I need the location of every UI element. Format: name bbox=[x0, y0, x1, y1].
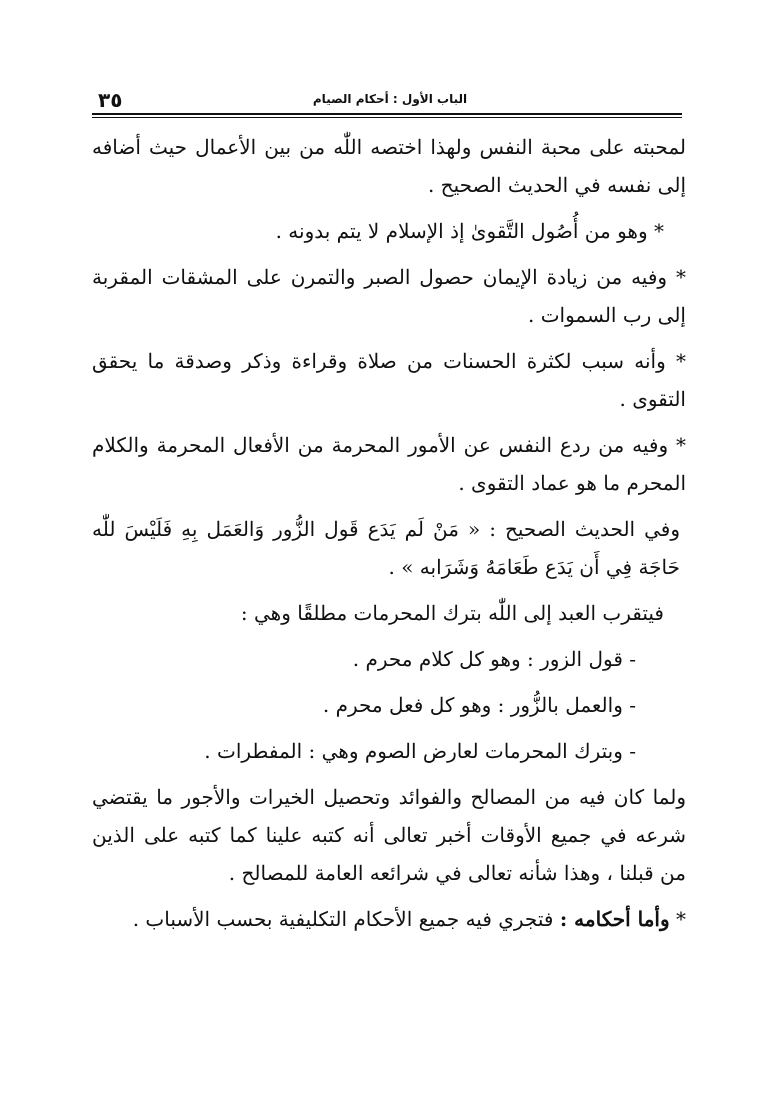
bullet-paragraph bbox=[92, 900, 686, 938]
paragraph: ولما كان فيه من المصالح والفوائد وتحصيل الخيرات والأجور ما يقتضي شرعه في جميع الأوقات أخبر تعالى أنه كتبه علينا كما كتبه على الذين من قبلنا ، وهذا شأنه تعالى في شرائعه العامة للمصالح . bbox=[92, 785, 686, 885]
page-header bbox=[90, 88, 680, 110]
header-rule-thin bbox=[92, 117, 682, 118]
paragraph-rest: فتجري فيه جميع الأحكام التكليفية بحسب الأسباب . bbox=[132, 907, 554, 931]
paragraph: فيتقرب العبد إلى اللّٰه بترك المحرمات مطلقًا وهي : bbox=[240, 601, 664, 625]
bullet-paragraph: * وفيه من ردع النفس عن الأمور المحرمة من الأفعال المحرمة والكلام المحرم ما هو عماد التقوى . bbox=[92, 426, 686, 502]
bullet-paragraph: * وفيه من زيادة الإيمان حصول الصبر والتمرن على المشقات المقربة إلى رب السموات . bbox=[92, 258, 686, 334]
bullet-paragraph: * وهو من أُصُول التَّقوىٰ إذ الإسلام لا يتم بدونه . bbox=[92, 212, 686, 250]
dash-item: - والعمل بالزُّور : وهو كل فعل محرم . bbox=[92, 686, 686, 724]
dash-item: - قول الزور : وهو كل كلام محرم . bbox=[92, 640, 686, 678]
hadith-paragraph: وفي الحديث الصحيح : « مَنْ لَم يَدَع قَول الزُّور وَالعَمَل بِهِ فَلَيْسَ للّٰه حَاجَة فِي أَن يَدَع طَعَامَهُ وَشَرَابه » . bbox=[92, 517, 680, 579]
header-rule bbox=[92, 113, 682, 115]
bold-heading: وأما أحكامه : bbox=[559, 907, 670, 931]
running-title: الباب الأول : أحكام الصيام bbox=[312, 92, 468, 106]
paragraph: لمحبته على محبة النفس ولهذا اختصه اللّٰه من بين الأعمال حيث أضافه إلى نفسه في الحديث الصحيح . bbox=[92, 135, 686, 197]
page-number: ٣٥ bbox=[98, 88, 123, 112]
dash-item: - وبترك المحرمات لعارض الصوم وهي : المفطرات . bbox=[92, 732, 686, 770]
page-body bbox=[92, 128, 686, 946]
bullet-paragraph: * وأنه سبب لكثرة الحسنات من صلاة وقراءة وذكر وصدقة ما يحقق التقوى . bbox=[92, 342, 686, 418]
